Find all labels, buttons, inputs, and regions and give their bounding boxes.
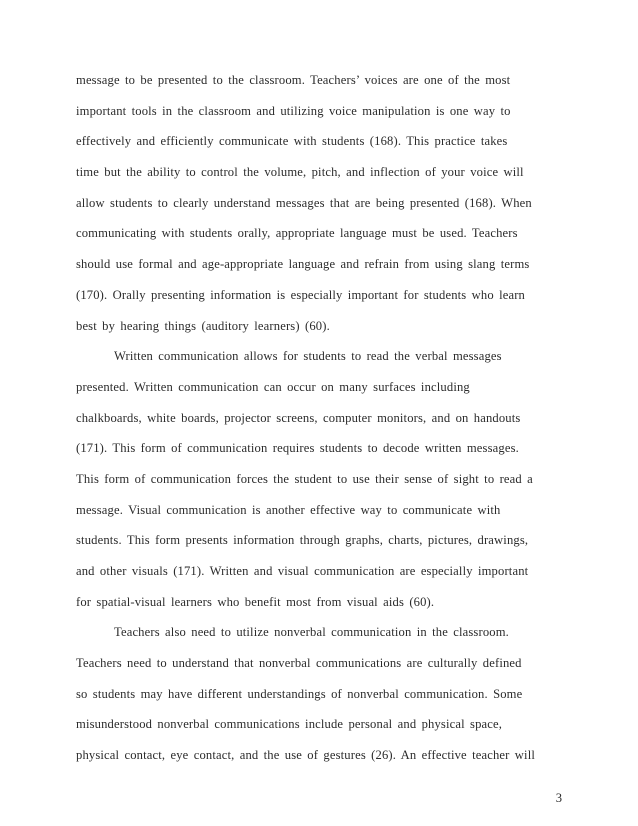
text-line: communicating with students orally, appropriate language must be used. Teachers bbox=[76, 226, 518, 241]
paragraph-start-line: Teachers also need to utilize nonverbal communication in the classroom. bbox=[114, 625, 509, 640]
text-line: message. Visual communication is another effective way to communicate with bbox=[76, 502, 501, 517]
text-line: should use formal and age-appropriate language and refrain from using slang terms bbox=[76, 257, 530, 272]
paragraph-start-line: Written communication allows for students to read the verbal messages bbox=[114, 349, 502, 364]
text-line: presented. Written communication can occur on many surfaces including bbox=[76, 379, 470, 394]
text-line: Teachers need to understand that nonverbal communications are culturally defined bbox=[76, 656, 522, 671]
text-line: misunderstood nonverbal communications include personal and physical space, bbox=[76, 717, 503, 732]
text-line: (171). This form of communication requires students to decode written messages. bbox=[76, 441, 519, 456]
text-line: and other visuals (171). Written and visual communication are especially important bbox=[76, 564, 529, 578]
text-line: for spatial-visual learners who benefit most from visual aids (60). bbox=[76, 594, 435, 609]
text-line: so students may have different understandings of nonverbal communication. Some bbox=[76, 686, 523, 701]
page-number: 3 bbox=[555, 791, 562, 805]
text-line: best by hearing things (auditory learners) (60). bbox=[76, 318, 330, 333]
text-line: message to be presented to the classroom. Teachers’ voices are one of the most bbox=[76, 73, 511, 87]
text-line: students. This form presents information through graphs, charts, pictures, drawings, bbox=[76, 533, 529, 548]
text-line: effectively and efficiently communicate with students (168). This practice takes bbox=[76, 134, 508, 149]
text-line: (170). Orally presenting information is especially important for students who learn bbox=[76, 287, 525, 302]
text-line: This form of communication forces the student to use their sense of sight to read a bbox=[76, 471, 533, 486]
text-line: physical contact, eye contact, and the use of gestures (26). An effective teacher will bbox=[76, 748, 535, 763]
text-line: allow students to clearly understand messages that are being presented (168). When bbox=[76, 195, 532, 210]
text-line: chalkboards, white boards, projector screens, computer monitors, and on handouts bbox=[76, 410, 521, 425]
text-line: important tools in the classroom and utilizing voice manipulation is one way to bbox=[76, 103, 511, 118]
body-text bbox=[76, 68, 566, 774]
text-line: time but the ability to control the volume, pitch, and inflection of your voice will bbox=[76, 165, 524, 180]
